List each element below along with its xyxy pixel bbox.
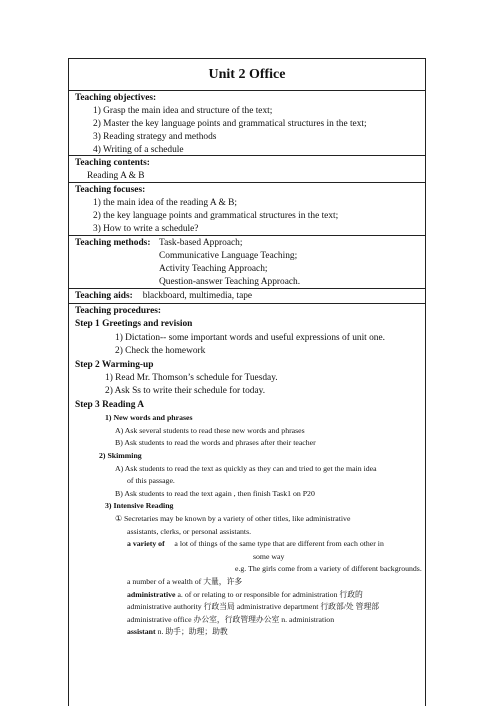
objective-item: 2) Master the key language points and grammatical structures in the text;	[93, 119, 367, 129]
objectives-section	[69, 91, 425, 156]
assistant-definition: n. 助手；助理；助教	[157, 627, 228, 637]
lesson-plan-table	[68, 58, 426, 706]
methods-label: Teaching methods:	[75, 238, 151, 248]
intensive-heading: 3) Intensive Reading	[105, 501, 174, 511]
skimming-item-a: A) Ask students to read the text as quickly as they can and tried to get the main idea	[115, 463, 377, 473]
procedures-label: Teaching procedures:	[75, 306, 162, 316]
variety-definition: a lot of things of the same type that are different from each other in	[174, 539, 384, 549]
step-1-item: 1) Dictation-- some important words and useful expressions of unit one.	[115, 332, 385, 343]
methods-list	[159, 237, 300, 287]
variety-line	[75, 538, 425, 551]
title-row	[69, 59, 425, 91]
administrative-definition: a. of or relating to or responsible for administration 行政的	[177, 589, 363, 599]
aids-section	[69, 289, 425, 304]
new-words-heading: 1) New words and phrases	[105, 413, 193, 423]
method-item: Activity Teaching Approach;	[159, 264, 268, 274]
methods-section	[69, 236, 425, 289]
step-3-title: Step 3 Reading A	[75, 399, 145, 410]
administrative-line-2: administrative authority 行政当局 administrative department 行政部/处 管理部	[127, 602, 380, 612]
new-words-item: A) Ask several students to read these new words and phrases	[115, 425, 305, 435]
skimming-item-a-cont: of this passage.	[127, 476, 175, 486]
assistant-line	[75, 626, 425, 639]
focuses-section	[69, 183, 425, 236]
method-item: Task-based Approach;	[159, 238, 243, 248]
focus-item: 1) the main idea of the reading A & B;	[93, 198, 237, 208]
focus-item: 3) How to write a schedule?	[93, 224, 199, 234]
step-1-item: 2) Check the homework	[115, 346, 206, 357]
method-item: Question-answer Teaching Approach.	[159, 277, 301, 287]
assistant-term: assistant	[127, 627, 156, 637]
skimming-heading: 2) Skimming	[99, 451, 142, 461]
administrative-term: administrative	[127, 589, 176, 599]
administrative-line	[75, 589, 425, 602]
step-2-item: 1) Read Mr. Thomson’s schedule for Tuesday.	[105, 373, 278, 384]
objective-item: 1) Grasp the main idea and structure of the text;	[93, 106, 273, 116]
new-words-item: B) Ask students to read the words and phrases after their teacher	[115, 438, 316, 448]
step-1-title: Step 1 Greetings and revision	[75, 319, 193, 330]
aids-label: Teaching aids:	[75, 291, 133, 301]
step-2-title: Step 2 Warming-up	[75, 359, 154, 370]
step-2-item: 2) Ask Ss to write their schedule for today.	[105, 386, 266, 397]
procedures-section	[69, 304, 425, 639]
variety-example: e.g. The girls come from a variety of different backgrounds.	[235, 564, 422, 574]
page-title: Unit 2 Office	[208, 66, 286, 82]
objective-item: 3) Reading strategy and methods	[93, 132, 217, 142]
point-1-cont: assistants, clerks, or personal assistants.	[127, 526, 252, 536]
administrative-line-3: administrative office 办公室，行政管理办公室 n. administration	[127, 614, 335, 624]
objectives-label: Teaching objectives:	[75, 93, 157, 103]
focus-item: 2) the key language points and grammatical structures in the text;	[93, 211, 339, 221]
variety-term: a variety of	[127, 539, 165, 549]
point-1: ① Secretaries may be known by a variety of other titles, like administrative	[115, 514, 351, 523]
contents-value: Reading A & B	[87, 171, 145, 181]
contents-section	[69, 156, 425, 183]
skimming-item-b: B) Ask students to read the text again , then finish Task1 on P20	[115, 488, 315, 498]
number-line: a number of a wealth of 大量，许多	[127, 576, 243, 586]
variety-definition-cont: some way	[253, 551, 285, 561]
contents-label: Teaching contents:	[75, 158, 150, 168]
objective-item: 4) Writing of a schedule	[93, 145, 184, 155]
focuses-label: Teaching focuses:	[75, 185, 146, 195]
method-item: Communicative Language Teaching;	[159, 251, 298, 261]
aids-value: blackboard, multimedia, tape	[142, 291, 253, 301]
